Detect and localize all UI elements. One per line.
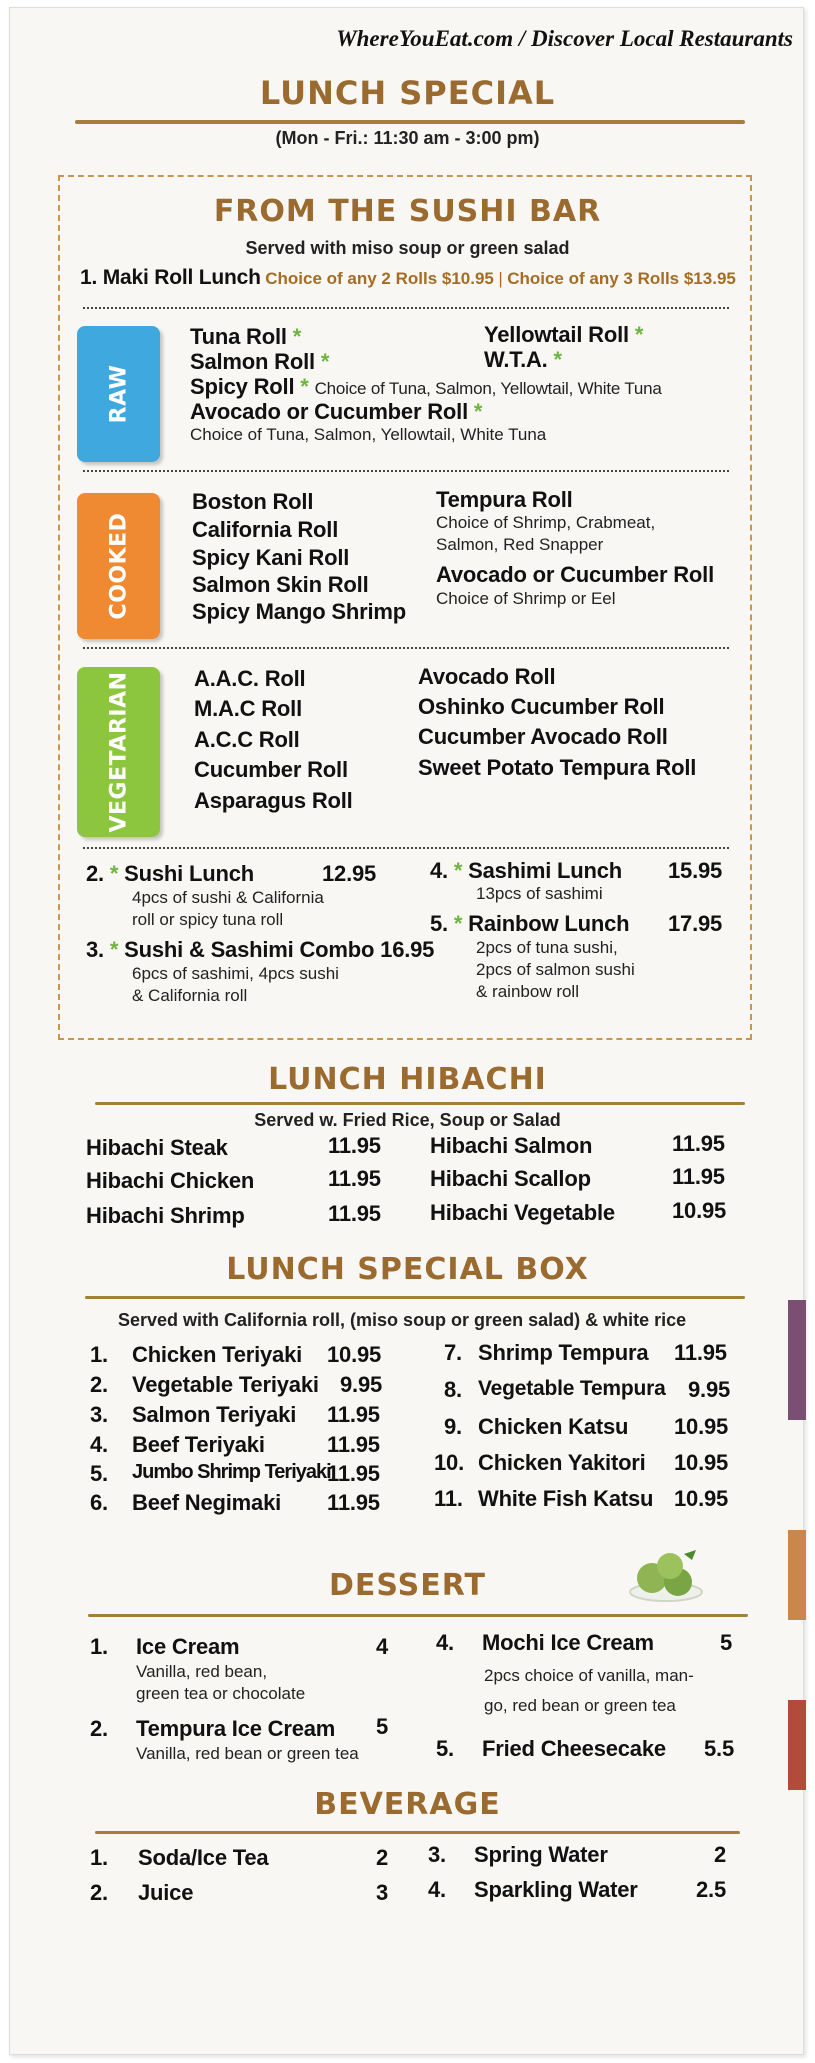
box-item-price: 10.95 bbox=[327, 1342, 382, 1367]
vegetarian-label: VEGETARIAN bbox=[106, 671, 131, 833]
combo-desc: roll or spicy tuna roll bbox=[132, 910, 284, 929]
dessert-item-number: 2. bbox=[90, 1716, 108, 1741]
roll-item: A.A.C. Roll bbox=[194, 666, 306, 691]
box-item-number: 8. bbox=[444, 1377, 462, 1402]
beverage-item-price: 2 bbox=[376, 1845, 389, 1870]
dessert-item-price: 5.5 bbox=[704, 1736, 734, 1761]
combo-price: 16.95 bbox=[380, 937, 435, 962]
maki-option-2: Choice of any 2 Rolls $10.95 bbox=[265, 269, 494, 288]
box-item-price: 11.95 bbox=[327, 1490, 380, 1515]
roll-note: Choice of Tuna, Salmon, Yellowtail, White Tuna bbox=[314, 379, 662, 398]
beverage-item-price: 3 bbox=[376, 1880, 389, 1905]
title-rule bbox=[95, 1831, 740, 1834]
roll-item: Spicy Mango Shrimp bbox=[192, 599, 406, 624]
lunch-special-title: LUNCH SPECIAL bbox=[259, 74, 556, 112]
hibachi-subtitle: Served w. Fried Rice, Soup or Salad bbox=[254, 1110, 561, 1130]
hibachi-price: 11.95 bbox=[672, 1164, 725, 1189]
roll-note: Choice of Shrimp or Eel bbox=[436, 589, 616, 608]
roll-item: Boston Roll bbox=[192, 489, 314, 514]
roll-note: Choice of Tuna, Salmon, Yellowtail, White Tuna bbox=[190, 425, 547, 444]
combo-price: 17.95 bbox=[668, 911, 723, 936]
maki-option-3: Choice of any 3 Rolls $13.95 bbox=[507, 269, 736, 288]
combo-desc: 13pcs of sashimi bbox=[476, 884, 603, 903]
dessert-item-price: 5 bbox=[720, 1630, 733, 1655]
combo-desc: 4pcs of sushi & California bbox=[132, 888, 324, 907]
dessert-item-number: 4. bbox=[436, 1630, 454, 1655]
dotted-divider bbox=[83, 470, 729, 472]
dessert-desc: 2pcs choice of vanilla, man- bbox=[484, 1666, 694, 1685]
dotted-divider bbox=[83, 847, 729, 849]
title-rule bbox=[75, 120, 745, 124]
box-item-number: 6. bbox=[90, 1490, 108, 1515]
star-mark: * bbox=[320, 349, 330, 374]
hibachi-price: 11.95 bbox=[672, 1131, 725, 1156]
hibachi-item: Hibachi Salmon bbox=[430, 1133, 593, 1158]
box-item-name: Chicken Teriyaki bbox=[132, 1342, 303, 1367]
box-item-price: 11.95 bbox=[327, 1432, 380, 1457]
box-item-name: Salmon Teriyaki bbox=[132, 1402, 297, 1427]
page-edge-strip bbox=[788, 1700, 806, 1790]
maki-roll-name: 1. Maki Roll Lunch bbox=[80, 266, 261, 289]
star-mark: * bbox=[292, 324, 302, 349]
dessert-desc: Vanilla, red bean or green tea bbox=[136, 1744, 359, 1763]
roll-item: Oshinko Cucumber Roll bbox=[418, 694, 665, 719]
box-item-name: Vegetable Tempura bbox=[478, 1377, 666, 1400]
roll-item: Avocado or Cucumber Roll bbox=[436, 562, 714, 587]
combo-desc: 2pcs of tuna sushi, bbox=[476, 938, 618, 957]
box-item-price: 11.95 bbox=[674, 1340, 727, 1365]
title-rule bbox=[95, 1102, 745, 1105]
box-item-price: 11.95 bbox=[327, 1461, 380, 1486]
box-item-price: 10.95 bbox=[674, 1450, 729, 1475]
dessert-item-name: Mochi Ice Cream bbox=[482, 1630, 654, 1655]
dessert-desc: go, red bean or green tea bbox=[484, 1696, 676, 1715]
roll-item: Cucumber Avocado Roll bbox=[418, 724, 668, 749]
cooked-category-tab bbox=[77, 493, 160, 639]
dessert-item-price: 4 bbox=[376, 1634, 389, 1659]
box-item-price: 10.95 bbox=[674, 1414, 729, 1439]
box-item-name: Jumbo Shrimp Teriyaki bbox=[132, 1461, 331, 1483]
box-item-number: 4. bbox=[90, 1432, 108, 1457]
hibachi-price: 10.95 bbox=[672, 1198, 727, 1223]
box-item-name: Chicken Katsu bbox=[478, 1414, 629, 1439]
box-item-name: Beef Teriyaki bbox=[132, 1432, 265, 1457]
roll-item: Cucumber Roll bbox=[194, 757, 348, 782]
dessert-item-number: 5. bbox=[436, 1736, 454, 1761]
box-item-name: Chicken Yakitori bbox=[478, 1450, 646, 1475]
combo-price: 15.95 bbox=[668, 858, 723, 883]
combo-item: 5. * Rainbow Lunch bbox=[430, 911, 630, 936]
hibachi-price: 11.95 bbox=[328, 1201, 381, 1226]
beverage-item-number: 2. bbox=[90, 1880, 108, 1905]
title-rule bbox=[88, 1614, 748, 1617]
raw-category-tab bbox=[77, 326, 160, 462]
dessert-title: DESSERT bbox=[329, 1568, 486, 1603]
box-item-number: 3. bbox=[90, 1402, 108, 1427]
roll-item: M.A.C Roll bbox=[194, 696, 302, 721]
title-rule bbox=[85, 1296, 745, 1299]
roll-item: Tuna Roll * bbox=[190, 324, 302, 349]
beverage-item-number: 3. bbox=[428, 1842, 446, 1867]
watermark: WhereYouEat.com / Discover Local Restaurants bbox=[336, 26, 793, 51]
dessert-item-name: Tempura Ice Cream bbox=[136, 1716, 336, 1741]
roll-item: Tempura Roll bbox=[436, 487, 573, 512]
beverage-item-number: 1. bbox=[90, 1845, 108, 1870]
hibachi-item: Hibachi Shrimp bbox=[86, 1203, 245, 1228]
box-item-number: 11. bbox=[434, 1486, 463, 1511]
box-item-number: 10. bbox=[434, 1450, 464, 1475]
dotted-divider bbox=[83, 307, 729, 309]
roll-item: Sweet Potato Tempura Roll bbox=[418, 755, 697, 780]
dessert-item-price: 5 bbox=[376, 1714, 389, 1739]
combo-desc: 6pcs of sashimi, 4pcs sushi bbox=[132, 964, 339, 983]
hibachi-item: Hibachi Vegetable bbox=[430, 1200, 615, 1225]
star-mark: * bbox=[109, 861, 119, 886]
roll-note: Choice of Shrimp, Crabmeat, bbox=[436, 513, 656, 532]
maki-separator: | bbox=[498, 269, 503, 288]
star-mark: * bbox=[300, 374, 309, 399]
box-item-price: 9.95 bbox=[688, 1377, 731, 1402]
sushi-bar-subtitle: Served with miso soup or green salad bbox=[245, 238, 570, 258]
beverage-item-name: Juice bbox=[138, 1880, 194, 1905]
roll-item: A.C.C Roll bbox=[194, 727, 300, 752]
lunch-special-hours: (Mon - Fri.: 11:30 am - 3:00 pm) bbox=[275, 128, 540, 148]
box-item-number: 5. bbox=[90, 1461, 108, 1486]
combo-item: 4. * Sashimi Lunch bbox=[430, 858, 623, 883]
hibachi-item: Hibachi Steak bbox=[86, 1135, 228, 1160]
roll-item: California Roll bbox=[192, 517, 339, 542]
maki-roll-line bbox=[80, 266, 736, 290]
combo-price: 12.95 bbox=[322, 861, 377, 886]
hibachi-title: LUNCH HIBACHI bbox=[268, 1062, 547, 1097]
beverage-item-name: Spring Water bbox=[474, 1842, 608, 1867]
roll-item: Yellowtail Roll * bbox=[484, 322, 644, 347]
roll-note: Salmon, Red Snapper bbox=[436, 535, 604, 554]
dessert-desc: green tea or chocolate bbox=[136, 1684, 306, 1703]
star-mark: * bbox=[109, 937, 119, 962]
roll-item: Spicy Roll * Choice of Tuna, Salmon, Yellowtail, White Tuna bbox=[190, 374, 662, 399]
dessert-item-name: Fried Cheesecake bbox=[482, 1736, 666, 1761]
box-item-name: Vegetable Teriyaki bbox=[132, 1372, 319, 1397]
star-mark: * bbox=[553, 347, 562, 372]
green-tea-ice-cream-icon bbox=[626, 1548, 706, 1608]
dessert-item-number: 1. bbox=[90, 1634, 108, 1659]
roll-item: Spicy Kani Roll bbox=[192, 545, 350, 570]
beverage-item-price: 2 bbox=[714, 1842, 727, 1867]
box-item-name: Beef Negimaki bbox=[132, 1490, 282, 1515]
star-mark: * bbox=[634, 322, 644, 347]
vegetarian-category-tab bbox=[77, 667, 160, 837]
roll-item: Salmon Skin Roll bbox=[192, 572, 369, 597]
roll-item: Avocado Roll bbox=[418, 664, 556, 689]
page-edge-strip bbox=[788, 1300, 806, 1420]
raw-label: RAW bbox=[106, 364, 131, 424]
roll-item: Asparagus Roll bbox=[194, 788, 353, 813]
sushi-bar-title: FROM THE SUSHI BAR bbox=[213, 194, 602, 229]
beverage-item-name: Sparkling Water bbox=[474, 1877, 638, 1902]
dotted-divider bbox=[83, 647, 729, 649]
dessert-item-name: Ice Cream bbox=[136, 1634, 240, 1659]
box-item-price: 9.95 bbox=[340, 1372, 383, 1397]
beverage-item-number: 4. bbox=[428, 1877, 446, 1902]
box-item-price: 10.95 bbox=[674, 1486, 729, 1511]
box-title: LUNCH SPECIAL BOX bbox=[226, 1252, 589, 1287]
box-subtitle: Served with California roll, (miso soup or green salad) & white rice bbox=[118, 1310, 687, 1330]
combo-item: 3. * Sushi & Sashimi Combo 16.95 bbox=[86, 937, 435, 962]
beverage-title: BEVERAGE bbox=[314, 1787, 501, 1822]
box-item-number: 1. bbox=[90, 1342, 108, 1367]
box-item-number: 9. bbox=[444, 1414, 462, 1439]
box-item-number: 7. bbox=[444, 1340, 462, 1365]
cooked-label: COOKED bbox=[106, 512, 131, 620]
roll-item: Salmon Roll * bbox=[190, 349, 330, 374]
box-item-name: White Fish Katsu bbox=[478, 1486, 654, 1511]
hibachi-price: 11.95 bbox=[328, 1133, 381, 1158]
hibachi-item: Hibachi Chicken bbox=[86, 1168, 255, 1193]
box-item-price: 11.95 bbox=[327, 1402, 380, 1427]
box-item-number: 2. bbox=[90, 1372, 108, 1397]
star-mark: * bbox=[473, 399, 483, 424]
roll-item: W.T.A. * bbox=[484, 347, 562, 372]
beverage-item-price: 2.5 bbox=[696, 1877, 726, 1902]
star-mark: * bbox=[453, 911, 463, 936]
hibachi-item: Hibachi Scallop bbox=[430, 1166, 591, 1191]
combo-desc: 2pcs of salmon sushi bbox=[476, 960, 635, 979]
dessert-desc: Vanilla, red bean, bbox=[136, 1662, 268, 1681]
roll-item: Avocado or Cucumber Roll * bbox=[190, 399, 483, 424]
box-item-name: Shrimp Tempura bbox=[478, 1340, 649, 1365]
combo-desc: & California roll bbox=[132, 986, 248, 1005]
hibachi-price: 11.95 bbox=[328, 1166, 381, 1191]
combo-desc: & rainbow roll bbox=[476, 982, 579, 1001]
star-mark: * bbox=[453, 858, 463, 883]
combo-item: 2. * Sushi Lunch bbox=[86, 861, 254, 886]
beverage-item-name: Soda/Ice Tea bbox=[138, 1845, 269, 1870]
